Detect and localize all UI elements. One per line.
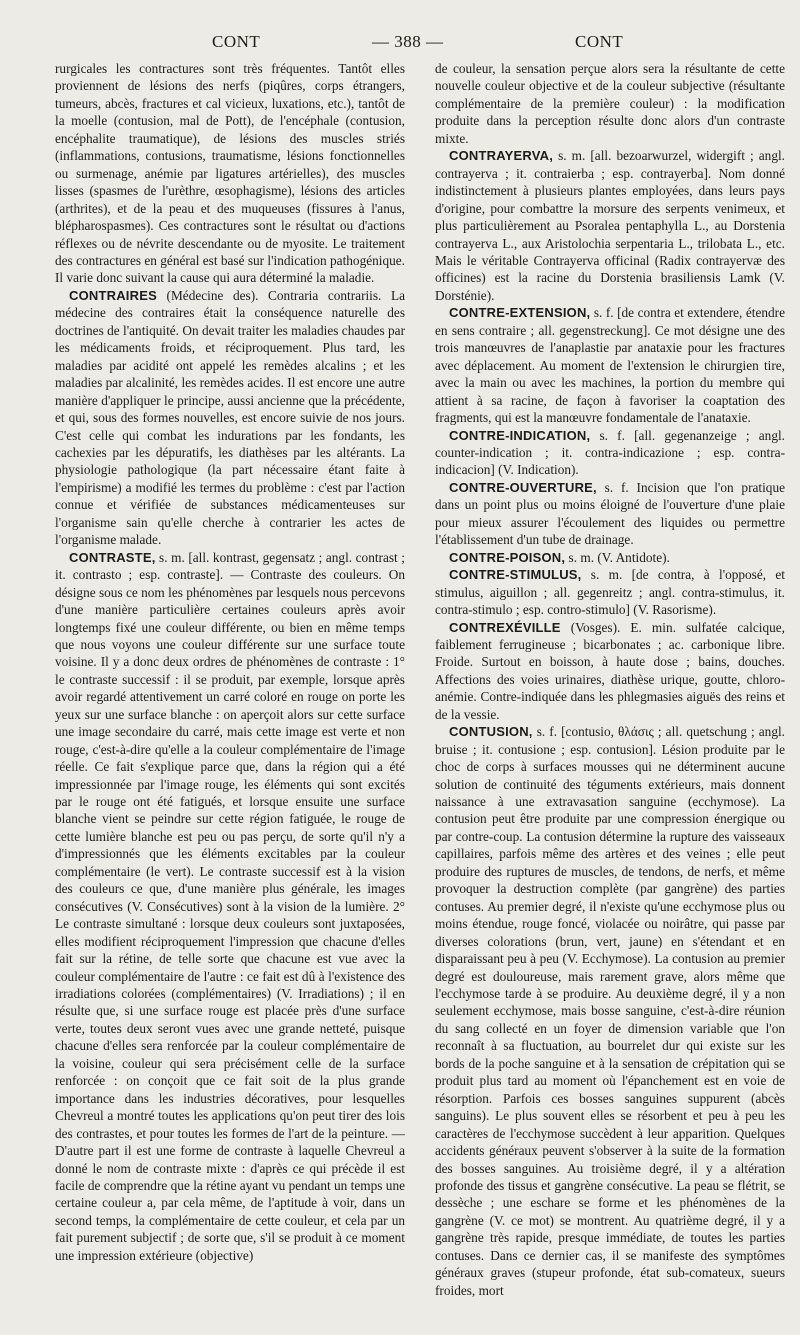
entry-contrayerva-text: s. m. [all. bezoarwurzel, widergift ; angl. contrayerva ; it. contraierba ; esp. contrayerba]. Nom donné indistinctement à plusieurs plantes employées, dans leurs pays d'origine, pour combattre la morsure des serpents venimeux, et plus particulièrement au Psoralea pentaphylla L., au Dorstenia contrayerva L., aux Aristolochia serpentaria L., trilobata L., etc. Mais le véritable Contrayerva officinal (Radix contrayervæ des officines) est la racine du Dorstenia brasiliensis Lamk (V. Dorsténie). [435, 148, 785, 303]
entry-contraste-text: s. m. [all. kontrast, gegensatz ; angl. contrast ; it. contrasto ; esp. contraste]. — Contraste des couleurs. On désigne sous ce nom les phénomènes par lesquels nous percevons d'une manière particulière certaines couleurs après avoir longtemps fixé une couleur différente, ou bien en même temps que nous voyons une couleur différente sur une surface toute voisine. Il y a donc deux ordres de phénomènes de contraste : 1° le contraste successif : il se produit, par exemple, lorsque après avoir regardé attentivement un carré coloré en rouge on porte les yeux sur une surface blanche : on aperçoit alors sur cette surface une image secondaire du carré, mais cette image est verte et non rouge, c'est-à-dire qu'elle a la couleur complémentaire de l'image réelle. Ce fait s'explique parce que, dans la région qui a été impressionnée par l'image rouge, les éléments qui sont excités par le rouge ont été fatigués, et lorsque ensuite une surface blanche vient se peindre sur cette région fatiguée, le rouge de cette lumière blanche est peu ou pas perçu, de sorte qu'il n'y a d'impressionnés que les éléments excitables par la couleur complémentaire (le vert). Le contraste successif est à la vision des couleurs ce que, d'une manière plus générale, les images consécutives (V. Consécutives) sont à la vision de la lumière. 2° Le contraste simultané : lorsque deux couleurs sont juxtaposées, elles modifient réciproquement l'impression que chacune d'elles fait sur la rétine, de telle sorte que chacune est vue avec la couleur complémentaire de l'autre : ce fait est dû à l'existence des irradiations colorées (complémentaires) (V. Irradiations) ; il en résulte que, si une surface rouge est placée près d'une surface verte, toutes deux seront vues avec une grande netteté, puisque chacune d'elles sera renforcée par la couleur complémentaire de la voisine, couleur qui sera précisément celle de la surface renforcée : on conçoit que ce fait soit de la plus grande importance dans les industries décoratives, pour lesquelles Chevreul a montré toutes les applications qu'on peut tirer des lois des contrastes, et pour toutes les formes de l'art de la peinture. — D'autre part il est une forme de contraste à laquelle Chevreul a donné le nom de contraste mixte : d'après ce qui précède il est facile de comprendre que la rétine ayant vu pendant un temps une certaine couleur a, par cela même, de l'aptitude à voir, dans un second temps, la complémentaire de cette couleur, et cela par un fait purement subjectif ; de sorte que, s'il se produit à ce moment une impression extérieure (objective) [55, 549, 405, 1263]
contracture-continuation: rurgicales les contractures sont très fréquentes. Tantôt elles proviennent de lésions des nerfs (piqûres, corps étrangers, tumeurs, abcès, fractures et cal vicieux, luxations, etc.), tantôt de la moelle (contusion, mal de Pott), de l'encéphale (contusion, encéphalite traumatique), de lésions des muscles striés (inflammations, contusions, traumatisme, lésions fonctionnelles ou surmenage, anémie par ligatures artérielles), des muscles lisses (spasmes de l'urèthre, œsophagisme), lésions des articles (arthrites), et de la peau et des muqueuses (fissures à l'anus, blépharospasmes). Ces contractures sont le résultat ou d'actions réflexes ou de névrite descendante ou de myosite. Le traitement des contractures en général est basé sur l'indication pathogénique. Il varie donc suivant la cause qui aura déterminé la maladie. [55, 61, 405, 286]
entry-contraste [55, 549, 405, 1265]
entry-contre-poison [435, 549, 785, 566]
page-number: — 388 — [372, 32, 444, 51]
entry-contre-stimulus-text: s. m. [de contra, à l'opposé, et stimulus, aiguillon ; all. gegenreitz ; angl. contra-stimulus, it. contra-stimulo ; esp. contro-stimulo] (V. Rasorisme). [435, 567, 785, 618]
entry-contraires [55, 287, 405, 549]
headword-contre-stimulus: CONTRE-STIMULUS, [449, 567, 582, 583]
entry-contre-stimulus [435, 566, 785, 618]
entry-contre-indication-text: s. f. [all. gegenanzeige ; angl. counter-indication ; it. contra-indicazione ; esp. contra-indicacion] (V. Indication). [435, 427, 785, 478]
entry-contre-ouverture-text: s. f. Incision que l'on pratique dans un point plus ou moins éloigné de l'ouverture d'une plaie pour mieux assurer l'écoulement des liquides ou permettre l'établissement d'un tube de drainage. [435, 479, 785, 548]
running-header [0, 28, 800, 56]
headword-contraste: CONTRASTE, [69, 549, 156, 565]
entry-contrexeville [435, 619, 785, 724]
header-right-word: CONT [575, 32, 624, 51]
contraste-continuation: de couleur, la sensation perçue alors sera la résultante de cette nouvelle couleur objective et de la couleur subjective (résultante complémentaire de la première couleur) : la modification produite dans la perception résulte donc alors d'un contraste mixte. [435, 61, 785, 146]
headword-contusion: CONTUSION, [449, 724, 533, 740]
entry-contre-poison-text: s. m. (V. Antidote). [565, 549, 670, 565]
headword-contre-poison: CONTRE-POISON, [449, 549, 566, 565]
entry-contusion-text: s. f. [contusio, θλάσις ; all. quetschung ; angl. bruise ; it. contusione ; esp. contusion]. Lésion produite par le choc de corps à surfaces mousses qui ne déterminent aucune solution de continuité des téguments extérieurs, mais donnent naissance à une extravasation sanguine (ecchymose). La contusion peut être produite par une compression énergique ou par contre-coup. La contusion détermine la rupture des vaisseaux capillaires, parfois même des artères et des veines ; elle peut produire des ruptures de muscles, de tendons, de nerfs, et même provoquer la destruction complète (par gangrène) des parties contuses. Au premier degré, il n'existe qu'une ecchymose plus ou moins étendue, rouge foncé, violacée ou noirâtre, qui passe par diverses colorations (brun, vert, jaune) en s'étendant et en disparaissant peu à peu (V. Ecchymose). La contusion au premier degré est douloureuse, mais rarement grave, alors même que l'ecchymose tarde à se produire. Au deuxième degré, il y a non seulement ecchymose, mais bosse sanguine, c'est-à-dire réunion du sang collecté en un foyer de dimension variable que l'on reconnaît à sa fluctuation, au bourrelet dur qui existe sur les bords de la poche sanguine et à la sensation de crépitation qui se produit plus tard au moment où l'épanchement est en voie de résorption. Parfois ces bosses sanguines suppurent (abcès sanguins). Le plus souvent elles se résorbent et peu à peu les caractères de l'ecchymose succèdent à leur apparition. Quelques accidents généraux peuvent s'observer à la suite de la formation des bosses sanguines. Au troisième degré, il y a altération profonde des tissus et gangrène consécutive. La peau se flétrit, se dessèche ; une eschare se forme et les phénomènes de la gangrène (V. ce mot) se montrent. Au quatrième degré, il y a gangrène très rapide, presque immédiate, de toutes les parties contuses. Dans ce dernier cas, il se manifeste des symptômes généraux graves (stupeur profonde, état sub-comateux, sueurs froides, mort [435, 724, 785, 1298]
entry-contre-ouverture [435, 479, 785, 549]
headword-contrayerva: CONTRAYERVA, [449, 148, 554, 164]
entry-contraires-text: (Médecine des). Contraria contrariis. La médecine des contraires était la conséquence naturelle des doctrines de l'antiquité. On devait traiter les maladies chaudes par les médicaments froids, et réciproquement. Plus tard, les maladies par acidité ont appelé les remèdes alcalins ; et les maladies par alcalinité, les remèdes acides. Il est encore une autre manière d'appliquer le principe, aussi ancienne que la précédente, et qui, sous des formes nouvelles, est encore suivie de nos jours. C'est celle qui combat les indurations par les fondants, les cachexies par les dépuratifs, les diathèses par les altérants. La physiologie pathologique (la part nécessaire étant faite à l'empirisme) a modifié les termes du problème : c'est par l'action connue et vérifiée de substances médicamenteuses sur l'organisme sain qu'elle cherche à contrarier les actes de l'organisme malade. [55, 287, 405, 548]
entry-contrexeville-text: (Vosges). E. min. sulfatée calcique, faiblement ferrugineuse ; bicarbonates ; ac. carbonique libre. Froide. Surtout en boisson, à haute dose ; bains, douches. Affections des voies urinaires, diathèse urique, goutte, chloro-anémie. Contre-indiquée dans les phlegmasies aiguës des reins et de la vessie. [435, 619, 785, 722]
page-body [55, 60, 785, 1325]
left-column [55, 60, 405, 1325]
entry-contre-extension-text: s. f. [de contra et extendere, étendre en sens contraire ; all. gegenstreckung]. Ce mot désigne une des trois manœuvres de l'anaplastie par anataxie pour les fractures avec déplacement. Au moment de l'extension le chirurgien tire, avec la main ou avec les machines, la portion du membre qui attient à sa racine, de façon à favoriser la coaptation des fragments, qui est la manœuvre fondamentale de l'anataxie. [435, 305, 785, 426]
headword-contre-indication: CONTRE-INDICATION, [449, 427, 591, 443]
entry-contre-indication [435, 427, 785, 479]
headword-contrexeville: CONTREXÉVILLE [449, 619, 561, 635]
headword-contraires: CONTRAIRES [69, 287, 157, 303]
entry-contre-extension [435, 304, 785, 426]
header-left-word: CONT [212, 32, 261, 51]
headword-contre-extension: CONTRE-EXTENSION, [449, 305, 591, 321]
headword-contre-ouverture: CONTRE-OUVERTURE, [449, 479, 597, 495]
entry-contrayerva [435, 147, 785, 304]
right-column [435, 60, 785, 1325]
entry-contusion [435, 723, 785, 1299]
